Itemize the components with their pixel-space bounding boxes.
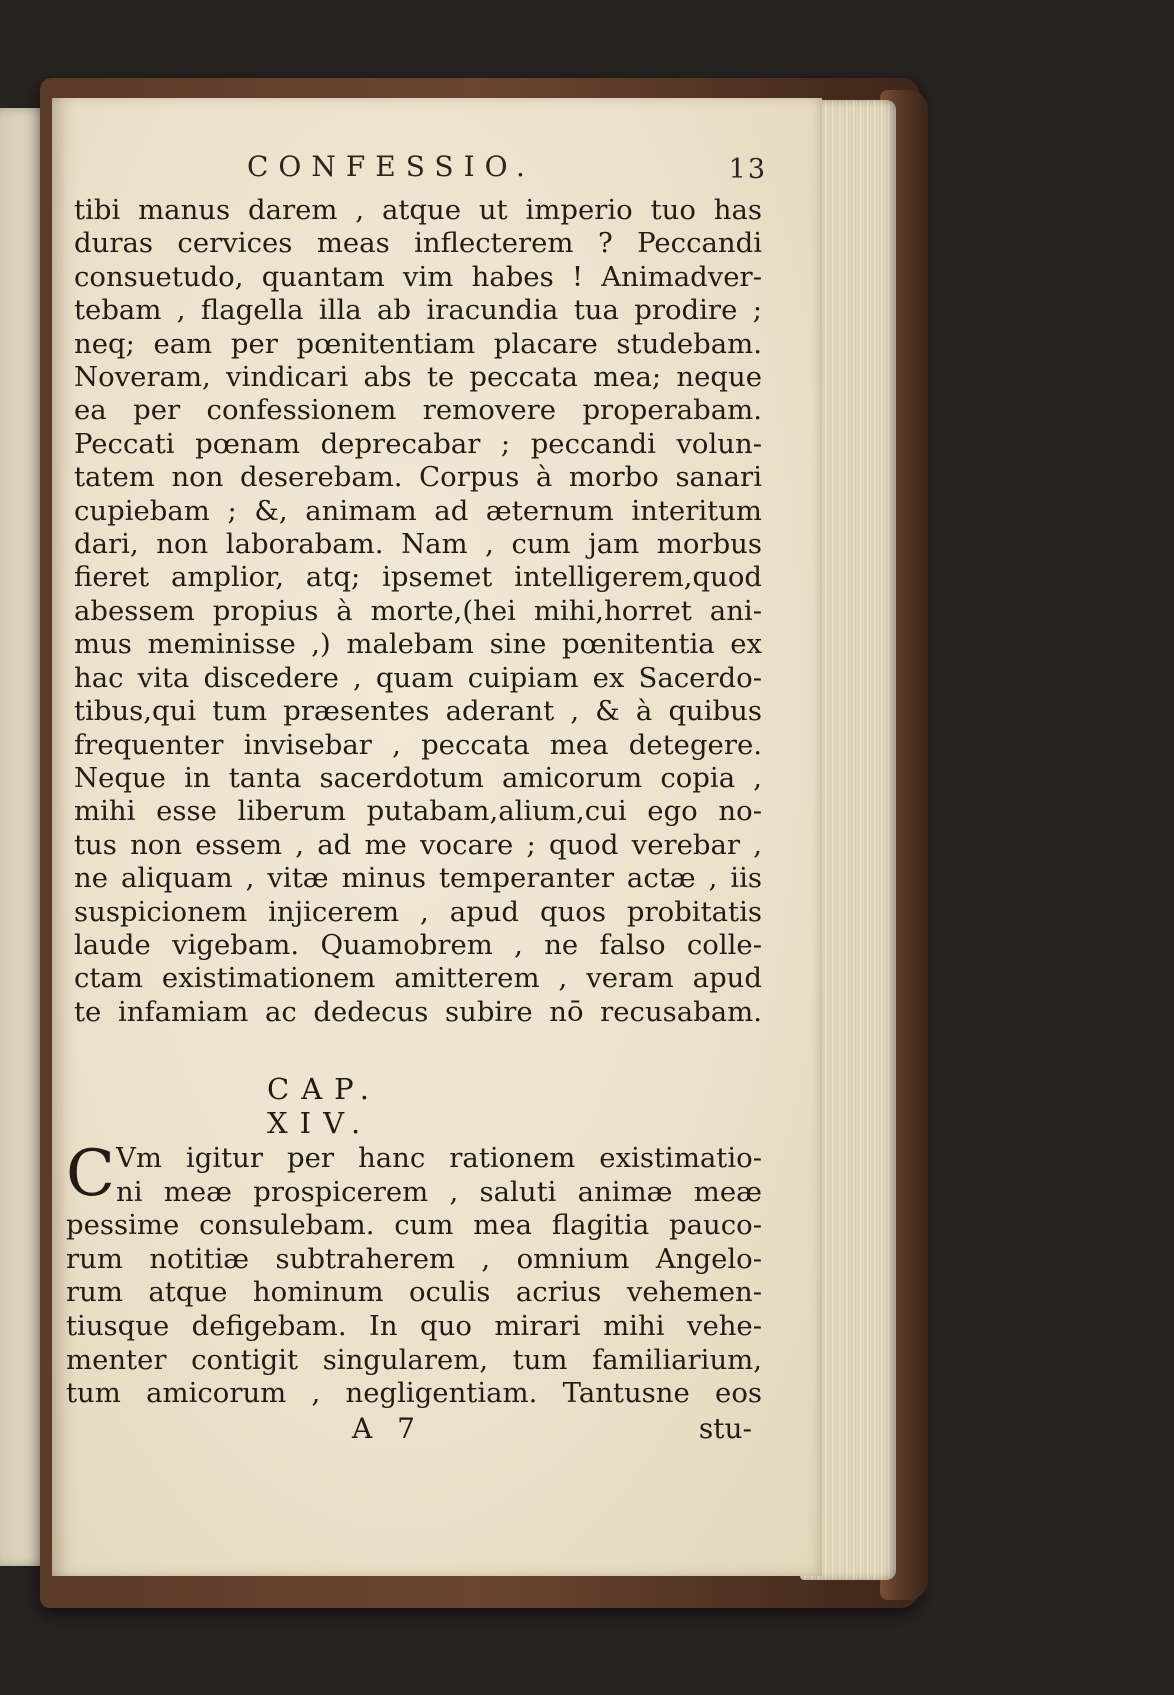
text-line: tatem non deserebam. Corpus à morbo sanari xyxy=(74,461,762,494)
text-line: ctam existimationem amitterem , veram apud xyxy=(74,962,762,995)
paragraph-2 xyxy=(66,1137,762,1411)
running-title: CONFESSIO. xyxy=(247,150,535,183)
text-line: rum notitiæ subtraherem , omnium Angelo- xyxy=(66,1242,762,1275)
text-line: consuetudo, quantam vim habes ! Animadver- xyxy=(74,260,762,293)
text-line: rum atque hominum oculis acrius vehemen- xyxy=(66,1276,762,1309)
text-line: tus non essem , ad me vocare ; quod verebar , xyxy=(74,828,762,861)
text-line: tiusque defigebam. In quo mirari mihi vehe- xyxy=(66,1309,762,1342)
text-line: te infamiam ac dedecus subire nō recusabam. xyxy=(74,995,762,1028)
chapter-heading: CAP. XIV. xyxy=(267,1072,381,1140)
text-line: abessem propius à morte,(hei mihi,horret ani- xyxy=(74,594,762,627)
page-number: 13 xyxy=(728,154,767,185)
text-line: laude vigebam. Quamobrem , ne falso colle- xyxy=(74,928,762,961)
text-line: pessime consulebam. cum mea flagitia pauco- xyxy=(66,1209,762,1242)
text-line: frequenter invisebar , peccata mea detegere. xyxy=(74,728,762,761)
drop-cap: C xyxy=(66,1137,115,1211)
text-line: ea per confessionem removere properabam. xyxy=(74,394,762,427)
text-line: menter contigit singularem, tum familiarium, xyxy=(66,1343,762,1376)
running-head xyxy=(247,150,767,190)
catchword: stu- xyxy=(698,1412,752,1445)
text-line: tum amicorum , negligentiam. Tantusne eos xyxy=(66,1377,762,1410)
book-page xyxy=(52,98,822,1576)
text-line: mihi esse liberum putabam,alium,cui ego no- xyxy=(74,795,762,828)
text-line: tibi manus darem , atque ut imperio tuo has xyxy=(74,194,762,226)
text-line: neq; eam per pœnitentiam placare studebam. xyxy=(74,327,762,360)
text-line: ni meæ prospicerem , saluti animæ meæ xyxy=(116,1175,762,1208)
text-line: tebam , flagella illa ab iracundia tua prodire ; xyxy=(74,294,762,327)
text-line: suspicionem injicerem , apud quos probitatis xyxy=(74,895,762,928)
text-line: mus meminisse ,) malebam sine pœnitentia ex xyxy=(74,628,762,661)
signature-mark: A 7 xyxy=(352,1412,423,1445)
text-line: dari, non laborabam. Nam , cum jam morbus xyxy=(74,528,762,561)
footer-line xyxy=(352,1412,752,1446)
text-line: duras cervices meas inflecterem ? Peccandi xyxy=(74,227,762,260)
text-line: Neque in tanta sacerdotum amicorum copia , xyxy=(74,761,762,794)
text-line: fieret amplior, atq; ipsemet intelligerem,quod xyxy=(74,561,762,594)
text-line: cupiebam ; &, animam ad æternum interitum xyxy=(74,494,762,527)
text-line: hac vita discedere , quam cuipiam ex Sacerdo- xyxy=(74,661,762,694)
text-line: tibus,qui tum præsentes aderant , & à quibus xyxy=(74,695,762,728)
text-line: Vm igitur per hanc rationem existimatio- xyxy=(116,1142,762,1174)
text-line: Noveram, vindicari abs te peccata mea; neque xyxy=(74,361,762,394)
text-line: Peccati pœnam deprecabar ; peccandi volun- xyxy=(74,427,762,460)
paragraph-1 xyxy=(74,194,762,1029)
text-line: ne aliquam , vitæ minus temperanter actæ , iis xyxy=(74,862,762,895)
